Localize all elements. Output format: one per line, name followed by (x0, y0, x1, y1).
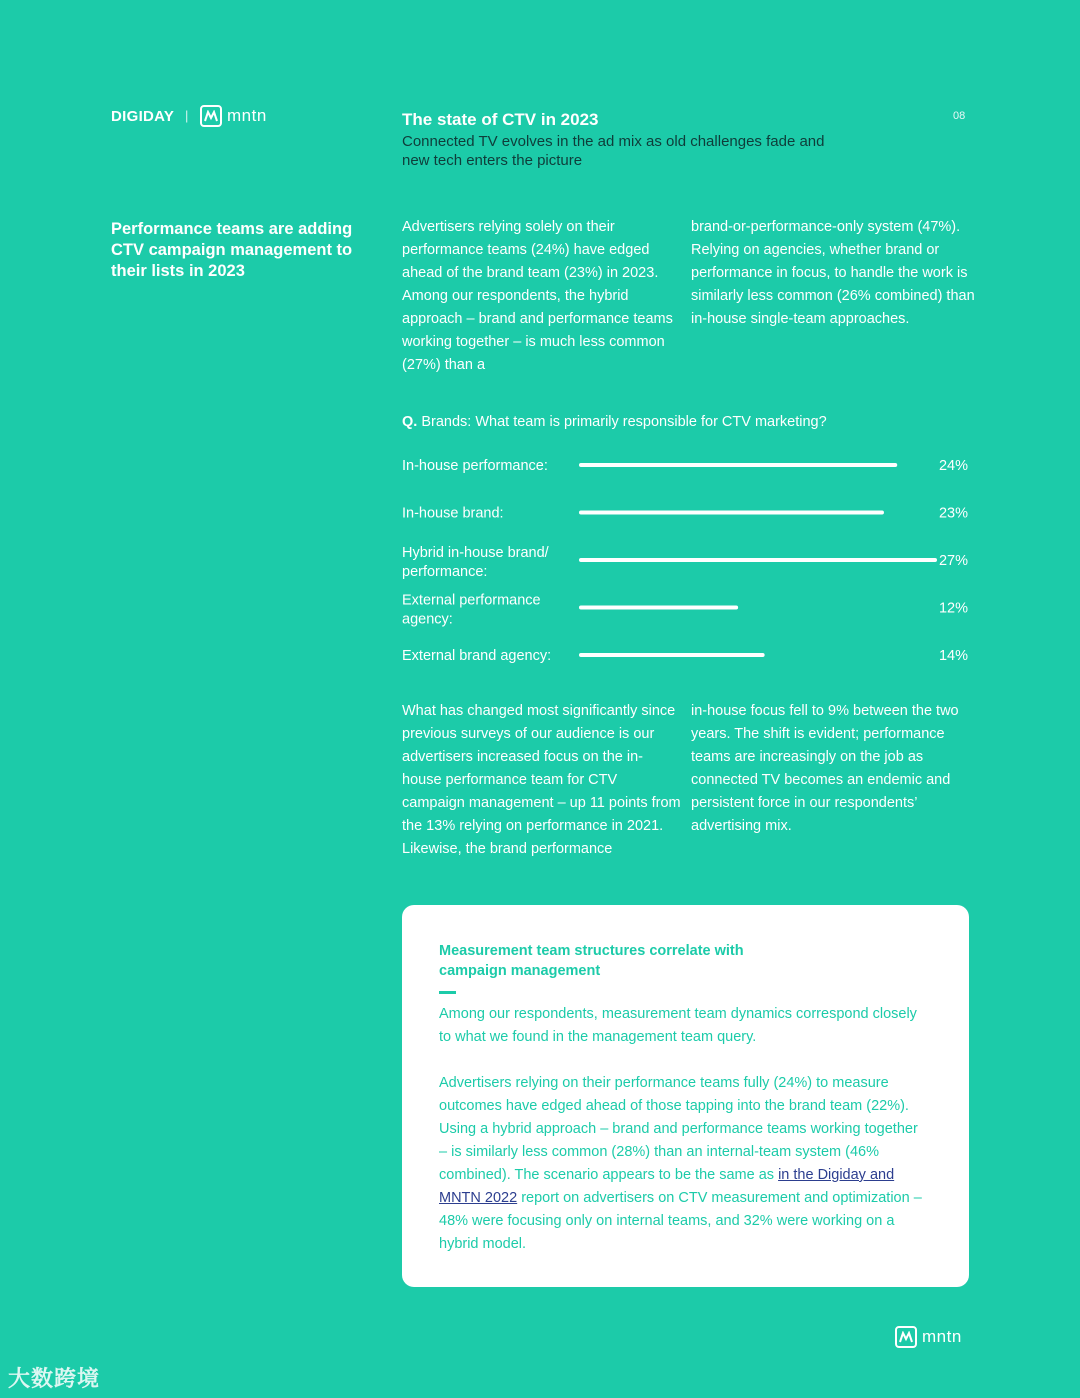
page-number: 08 (953, 110, 966, 122)
question-prefix: Q. (402, 414, 418, 430)
footer-mntn-wordmark: mntn (922, 1327, 962, 1346)
digiday-logo: DIGIDAY (111, 108, 175, 125)
intro-paragraph-1: Advertisers relying solely on their performance teams (24%) have edged ahead of the brand team (23%) in 2023. Among our respondents, the hybrid approach – brand and performance teams working together – is much less common (27%) than a (402, 219, 673, 373)
bar-category-label: In-house brand: (402, 505, 504, 522)
bar-value-label: 12% (938, 600, 968, 617)
card-paragraph-2-end: report on advertisers on CTV measurement and optimization – 48% were focusing only on internal teams, and 32% were working on a hybrid model. (439, 1190, 922, 1252)
document-title: The state of CTV in 2023 (402, 110, 599, 129)
card-paragraph-1: Among our respondents, measurement team dynamics correspond closely to what we found in the management team query. (439, 1006, 917, 1045)
mntn-wordmark: mntn (227, 106, 267, 125)
card-paragraph-2 (439, 1072, 929, 1256)
bar-value-label: 24% (938, 458, 968, 474)
bar-category-label: External brand agency: (402, 648, 552, 664)
question-text: Brands: What team is primarily responsible for CTV marketing? (421, 414, 827, 430)
bar-value-label: 14% (938, 648, 968, 664)
footer-mntn-logo (895, 1326, 962, 1348)
bar (579, 653, 765, 657)
report-link[interactable]: in the Digiday and MNTN 2022 (439, 1167, 895, 1206)
card-paragraph-2-start: Advertisers relying on their performance teams fully (24%) to measure outcomes have edged ahead of those tapping into the brand team (22%). Using a hybrid approach – brand and performance teams working together – is similarly less common (28%) than an internal-team system (46% combined). The scenario appears to be the same as (439, 1075, 918, 1183)
survey-question (402, 414, 827, 430)
footer-mntn-mark-icon (895, 1326, 917, 1348)
bar-value-label: 23% (938, 505, 968, 522)
mntn-logo (200, 105, 267, 127)
bar (579, 511, 884, 515)
measurement-callout-card (402, 905, 969, 1287)
mntn-mark-icon (200, 105, 222, 127)
intro-paragraph-2: brand-or-performance-only system (47%). Relying on agencies, whether brand or performance in focus, to handle the work is similarly less common (26% combined) than in-house single-team approaches. (691, 219, 975, 327)
analysis-paragraph-1: What has changed most significantly since previous surveys of our audience is our advertisers increased focus on the in-house performance team for CTV campaign management – up 11 points from the 13% relying on performance in 2021. Likewise, the brand performance (402, 703, 681, 857)
watermark: 大数跨境 (8, 1366, 101, 1391)
bar-category-label: Hybrid in-house brand/ performance: (402, 545, 549, 580)
bar-category-label: In-house performance: (402, 458, 548, 474)
section-heading: Performance teams are adding CTV campaign management to their lists in 2023 (111, 220, 353, 280)
bar (579, 463, 897, 467)
bar (579, 606, 738, 610)
card-heading: Measurement team structures correlate with campaign management (439, 943, 744, 979)
card-divider (439, 991, 456, 994)
analysis-paragraph-2: in-house focus fell to 9% between the two years. The shift is evident; performance teams are increasingly on the job as connected TV becomes an endemic and persistent force in our respondents’ advertising mix. (691, 703, 959, 834)
brand-separator: | (185, 108, 189, 123)
team-responsibility-bar-chart (402, 445, 972, 680)
bar-value-label: 27% (938, 553, 968, 569)
document-subtitle: Connected TV evolves in the ad mix as old challenges fade and new tech enters the picture (402, 133, 825, 169)
bar (579, 558, 937, 562)
bar-category-label: External performance agency: (402, 592, 541, 628)
